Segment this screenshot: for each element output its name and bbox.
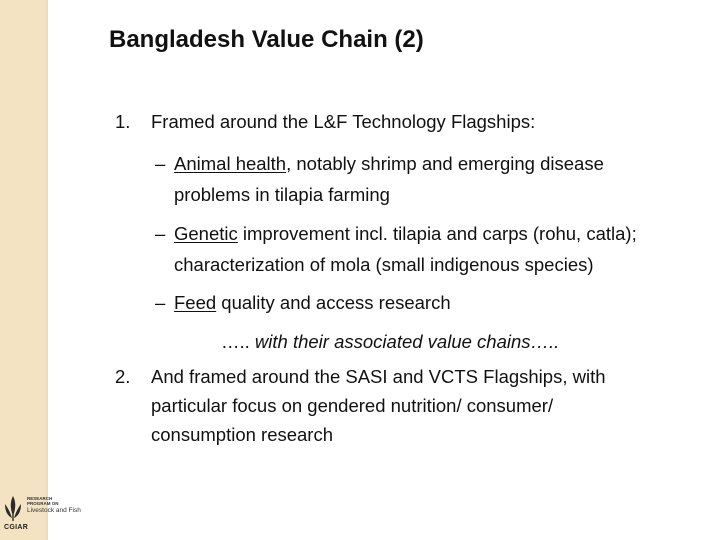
logo-program-name: Livestock and Fish: [27, 507, 81, 514]
list-item-1-text: Framed around the L&F Technology Flagships:: [151, 111, 536, 132]
sub-bullet-dash-3: –: [155, 292, 166, 313]
sub-bullet-dash-1: –: [155, 153, 166, 174]
sub-item-3-keyword: Feed: [174, 292, 217, 313]
logo-org-name: CGIAR: [4, 524, 29, 531]
sub-item-2-line-1: [174, 222, 637, 246]
value-chain-note: [221, 330, 559, 354]
sub-bullet-dash-2: –: [155, 223, 166, 244]
logo-program-line-1: RESEARCH: [27, 496, 53, 501]
logo-program-caption: [27, 496, 59, 506]
slide-title: Bangladesh Value Chain (2): [109, 26, 424, 53]
sub-item-1-line-1: [174, 152, 604, 176]
note-italic-text: with their associated value chains…..: [249, 331, 560, 352]
sub-item-1-line-2: problems in tilapia farming: [174, 184, 390, 205]
sub-item-2-rest: improvement incl. tilapia and carps (rohu, catla);: [237, 223, 637, 244]
sub-item-1-rest: , notably shrimp and emerging disease: [286, 153, 604, 174]
sub-item-2-keyword: Genetic: [174, 223, 238, 244]
list-number-2: 2.: [115, 366, 131, 387]
list-number-1: 1.: [115, 111, 131, 132]
sub-item-2-line-2: characterization of mola (small indigenous species): [174, 254, 594, 275]
cgiar-logo: [2, 494, 92, 536]
sub-item-3-line-1: [174, 291, 451, 315]
list-item-2-line-2: particular focus on gendered nutrition/ consumer/: [151, 395, 554, 416]
note-prefix: …..: [221, 331, 250, 352]
list-item-2-line-3: consumption research: [151, 424, 334, 445]
logo-program-line-2: PROGRAM ON: [27, 501, 59, 506]
list-item-2-line-1: And framed around the SASI and VCTS Flagships, with: [151, 366, 606, 387]
sub-item-1-keyword: Animal health: [174, 153, 287, 174]
sub-item-3-rest: quality and access research: [216, 292, 451, 313]
cgiar-emblem-icon: [2, 494, 24, 522]
